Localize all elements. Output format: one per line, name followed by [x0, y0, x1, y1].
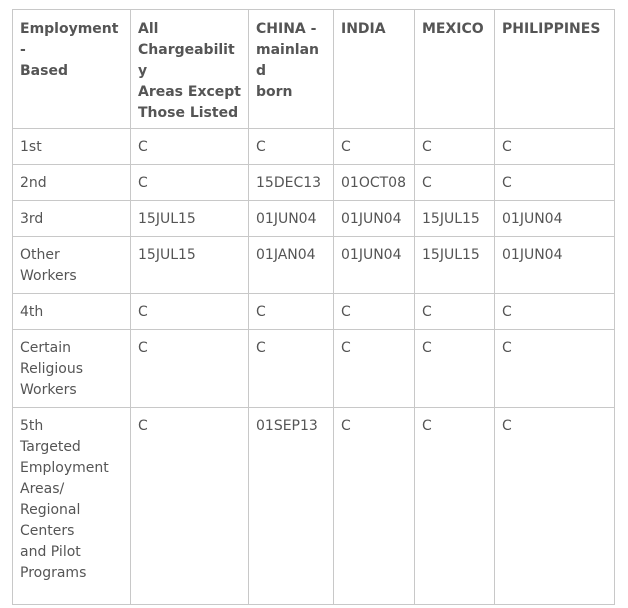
table-cell: C [249, 330, 334, 408]
visa-bulletin-table [12, 9, 615, 605]
table-cell: C [415, 294, 495, 330]
table-cell: C [131, 129, 249, 165]
table-cell: C [131, 294, 249, 330]
table-cell: C [249, 129, 334, 165]
row-label: Certain Religious Workers [13, 330, 131, 408]
table-cell: 15JUL15 [131, 237, 249, 294]
table-cell: 01JAN04 [249, 237, 334, 294]
header-all-chargeability: All Chargeability Areas Except Those Listed [131, 10, 249, 129]
table-cell: 01JUN04 [334, 237, 415, 294]
table-row [13, 294, 615, 330]
table-cell: C [495, 165, 615, 201]
table-cell: 15JUL15 [415, 237, 495, 294]
table-cell: 15DEC13 [249, 165, 334, 201]
table-row [13, 237, 615, 294]
table-cell: 01JUN04 [495, 201, 615, 237]
table-cell: C [415, 165, 495, 201]
header-china: CHINA - mainland born [249, 10, 334, 129]
row-label: Other Workers [13, 237, 131, 294]
table-cell: C [334, 294, 415, 330]
row-label: 1st [13, 129, 131, 165]
table-row [13, 408, 615, 605]
table-cell: C [415, 330, 495, 408]
table-cell: C [131, 330, 249, 408]
header-mexico: MEXICO [415, 10, 495, 129]
table-row [13, 129, 615, 165]
table-cell: C [495, 330, 615, 408]
table-cell: 01JUN04 [334, 201, 415, 237]
table-cell: 01OCT08 [334, 165, 415, 201]
table-cell: C [131, 165, 249, 201]
row-label: 2nd [13, 165, 131, 201]
table-row [13, 165, 615, 201]
table-cell: C [495, 129, 615, 165]
table-header-row [13, 10, 615, 129]
table-cell: C [495, 408, 615, 605]
table-cell: C [249, 294, 334, 330]
table-cell: C [415, 408, 495, 605]
table-cell: 01JUN04 [249, 201, 334, 237]
table-cell: C [334, 408, 415, 605]
table-cell: C [334, 330, 415, 408]
row-label: 4th [13, 294, 131, 330]
table-row [13, 201, 615, 237]
table-cell: C [495, 294, 615, 330]
table-cell: C [334, 129, 415, 165]
table-cell: C [415, 129, 495, 165]
header-india: INDIA [334, 10, 415, 129]
table-row [13, 330, 615, 408]
row-label: 3rd [13, 201, 131, 237]
table-cell: 15JUL15 [415, 201, 495, 237]
row-label: 5th Targeted Employment Areas/ Regional Centers and Pilot Programs [13, 408, 131, 605]
table-cell: 15JUL15 [131, 201, 249, 237]
header-employment-based: Employment- Based [13, 10, 131, 129]
table-cell: 01SEP13 [249, 408, 334, 605]
table-cell: 01JUN04 [495, 237, 615, 294]
header-philippines: PHILIPPINES [495, 10, 615, 129]
table-cell: C [131, 408, 249, 605]
